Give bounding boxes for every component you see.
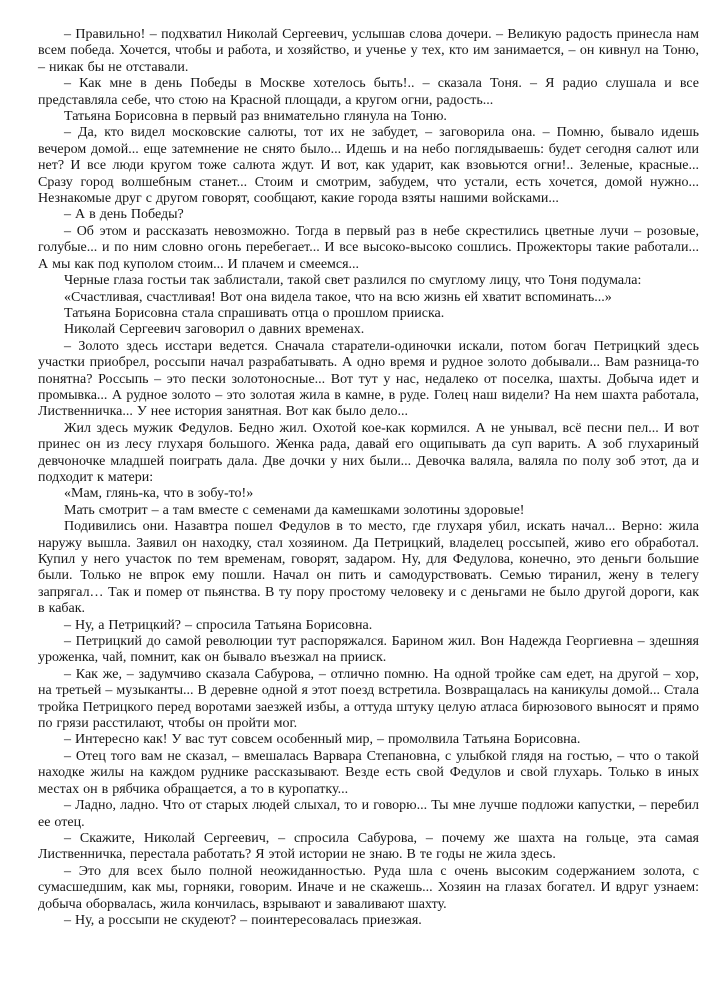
paragraph: – Скажите, Николай Сергеевич, – спросила Сабурова, – почему же шахта на гольце, эта самая Лиственничка, перестала работать? Я этой истории не знаю. В те годы не жила здесь. — [38, 830, 699, 863]
paragraph: «Мам, глянь-ка, что в зобу-то!» — [64, 486, 254, 502]
paragraph: – А в день Победы? — [64, 207, 184, 223]
paragraph: – Золото здесь исстари ведется. Сначала старатели-одиночки искали, потом богач Петрицкий здесь участки приобрел, россыпи начал разрабатывать. А одно время и рудное золото добывали... Вам разница-то понятна? Россыпь – это пески золотоносные... Вот тут у нас, недалеко от поселка, шахты. Добыча идет и промывка... А рудное золото – это золотая жила в камне, в руде. Голец наш видели? На нем шахта работала, Лиственничка... У нее история занятная. Вот как было дело... — [38, 338, 699, 420]
paragraph: «Счастливая, счастливая! Вот она видела такое, что на всю жизнь ей хватит вспоминать...» — [64, 289, 612, 305]
paragraph: – Как мне в день Победы в Москве хотелось быть!.. – сказала Тоня. – Я радио слушала и все представляла себе, что стою на Красной площади, а кругом огни, радость... — [38, 76, 699, 108]
paragraph: Подивились они. Назавтра пошел Федулов в то место, где глухаря убил, искать начал... Верно: жила наружу вышла. Заявил он находку, стал хозяином. Да Петрицкий, владелец россыпей, живо его обработал. Купил у него участок по тем временам, говорят, задаром. Ну, для Федулова, конечно, это деньги большие были. Только не впрок ему пошли. Начал он пить и самодурствовать. Семью тиранил, жену в телегу запрягал… Так и помер от пьянства. В ту пору простому человеку и с деньгами не было другой дороги, как в кабак. — [38, 519, 699, 617]
paragraph: – Правильно! – подхватил Николай Сергеевич, услышав слова дочери. – Великую радость принесла нам всем победа. Хочется, чтобы и работа, и хозяйство, и ученье у тех, кто им занимается, – он кивнул на Тоню, – никак бы не отставали. — [38, 27, 699, 75]
paragraph: – Отец того вам не сказал, – вмешалась Варвара Степановна, с улыбкой глядя на гостью, – что о такой находке жилы на каждом руднике рассказывают. Везде есть свой Федулов и свой глухарь. Только в иных местах он в рябчика обращается, а то в куропатку... — [38, 748, 699, 797]
paragraph: Николай Сергеевич заговорил о давних временах. — [64, 322, 365, 338]
paragraph: Мать смотрит – а там вместе с семенами да камешками золотины здоровые! — [64, 502, 525, 518]
paragraph: – Ладно, ладно. Что от старых людей слыхал, то и говорю... Ты мне лучше подложи капустки, – перебил ее отец. — [38, 798, 699, 830]
paragraph: – Об этом и рассказать невозможно. Тогда в первый раз в небе скрестились цветные лучи – розовые, голубые... и по ним словно огонь перебегает... И все высоко-высоко сошлись. Прожекторы такие работали... А мы как под куполом стоим... И плачем и смеемся... — [38, 223, 699, 272]
paragraph: – Ну, а Петрицкий? – спросила Татьяна Борисовна. — [64, 617, 373, 633]
paragraph: – Как же, – задумчиво сказала Сабурова, – отлично помню. На одной тройке сам едет, на другой – хор, на третьей – музыканты... В деревне одной я этот поезд встретила. Возвращалась на каникулы домой... Стала тройка Петрицкого перед воротами заезжей избы, а оттуда штуку целую атласа бирюзового выносят и прямо по грязи расстилают, чтобы он пройти мог. — [38, 666, 699, 732]
paragraph: Жил здесь мужик Федулов. Бедно жил. Охотой кое-как кормился. А не унывал, всё песни пел... И вот принес он из лесу глухаря большого. Женка рада, давай его ощипывать да суп варить. А зоб глухариный девчоночке младшей поиграть дала. Две дочки у них были... Девочка валяла, валяла по полу зоб этот, да и подходит к матери: — [38, 420, 699, 485]
paragraph: Черные глаза гостьи так заблистали, такой свет разлился по смуглому лицу, что Тоня подумала: — [64, 273, 642, 289]
paragraph: Татьяна Борисовна в первый раз внимательно глянула на Тоню. — [64, 109, 447, 125]
paragraph: – Интересно как! У вас тут совсем особенный мир, – промолвила Татьяна Борисовна. — [64, 732, 581, 748]
paragraph: – Да, кто видел московские салюты, тот их не забудет, – заговорила она. – Помню, бывало идешь вечером домой... еще затемнение не снято было... Идешь и на небо поглядываешь: будет сегодня салют или нет? И все люди кругом тоже салюта ждут. И вот, как ударит, как взовьются огни!.. Зеленые, красные... Сразу город волшебным станет... Стоим и смотрим, забудем, что устали, есть хочется, домой нужно... Незнакомые друг с другом говорят, сообщают, какие города взяты нашими войсками... — [38, 125, 699, 207]
paragraph: – Ну, а россыпи не скудеют? – поинтересовалась приезжая. — [64, 912, 422, 928]
paragraph: – Петрицкий до самой революции тут распоряжался. Барином жил. Вон Надежда Георгиевна – здешняя уроженка, чай, помнит, как он бывало въезжал на прииск. — [38, 634, 699, 666]
paragraph: – Это для всех было полной неожиданностью. Руда шла с очень высоким содержанием золота, с сумасшедшим, как мы, горняки, говорим. Иначе и не скажешь... Хозяин на глазах богател. И вдруг узнаем: добыча оборвалась, жила кончилась, взрывают и заваливают шахту. — [38, 863, 699, 912]
paragraph: Татьяна Борисовна стала спрашивать отца о прошлом прииска. — [64, 305, 445, 321]
